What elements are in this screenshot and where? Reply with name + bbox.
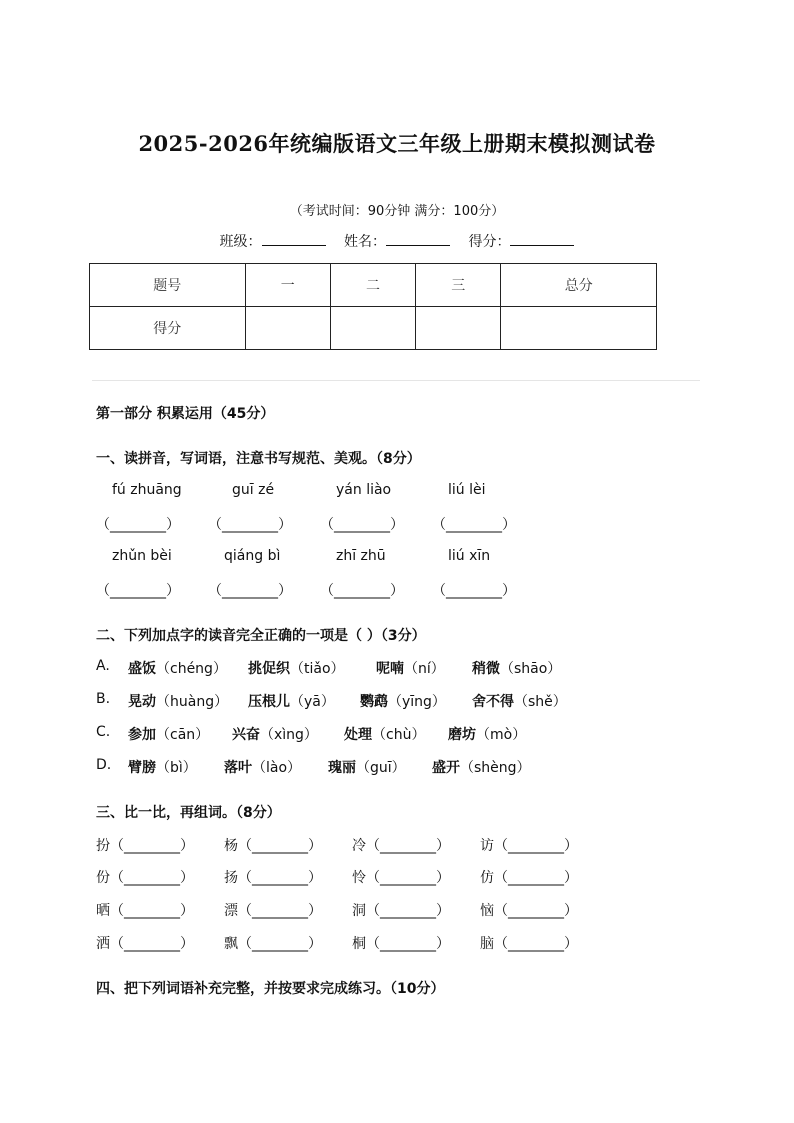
compare-char: 桐 bbox=[352, 936, 366, 952]
score-table-score-row bbox=[90, 307, 657, 350]
answer-blank[interactable]: （________） bbox=[494, 936, 578, 952]
option-word: 呢喃 bbox=[376, 661, 404, 677]
answer-blank[interactable]: （________） bbox=[494, 903, 578, 919]
compare-char: 份 bbox=[96, 870, 110, 886]
compare-char: 仿 bbox=[480, 870, 494, 886]
option-pinyin: （shě） bbox=[514, 694, 567, 710]
answer-blank[interactable]: （________） bbox=[366, 838, 450, 854]
option-letter: C. bbox=[96, 724, 111, 740]
option-pinyin: （cān） bbox=[156, 727, 210, 743]
score-cell[interactable] bbox=[245, 307, 330, 350]
score-table-header-row bbox=[90, 264, 657, 307]
score-cell[interactable] bbox=[330, 307, 415, 350]
answer-blank[interactable]: （________） bbox=[96, 517, 180, 533]
option-pinyin: （lào） bbox=[252, 760, 302, 776]
q3-title: 三、比一比，再组词。（8分） bbox=[96, 805, 281, 821]
pinyin-item: liú xīn bbox=[448, 548, 491, 564]
q1-title: 一、读拼音，写词语，注意书写规范、美观。（8分） bbox=[96, 451, 421, 467]
answer-blank[interactable]: （________） bbox=[238, 838, 322, 854]
answer-blank[interactable]: （________） bbox=[432, 583, 516, 599]
compare-char: 怜 bbox=[352, 870, 366, 886]
class-blank[interactable] bbox=[262, 233, 326, 246]
answer-blank[interactable]: （________） bbox=[366, 870, 450, 886]
option-word: 盛饭 bbox=[128, 661, 156, 677]
score-table-header: 三 bbox=[416, 264, 501, 307]
answer-blank[interactable]: （________） bbox=[110, 870, 194, 886]
score-table-header: 总分 bbox=[501, 264, 657, 307]
option-pinyin: （huàng） bbox=[156, 694, 229, 710]
answer-blank[interactable]: （________） bbox=[238, 936, 322, 952]
score-label: 得分： bbox=[468, 234, 511, 250]
score-table bbox=[89, 263, 657, 350]
option-word: 晃动 bbox=[128, 694, 156, 710]
option-word: 挑促织 bbox=[248, 661, 290, 677]
answer-blank[interactable]: （________） bbox=[96, 583, 180, 599]
answer-blank[interactable]: （________） bbox=[110, 936, 194, 952]
answer-blank[interactable]: （________） bbox=[320, 517, 404, 533]
option-word: 鹦鹉 bbox=[360, 694, 388, 710]
option-pinyin: （ní） bbox=[404, 661, 445, 677]
option-word: 处理 bbox=[344, 727, 372, 743]
option-word: 压根儿 bbox=[248, 694, 290, 710]
answer-blank[interactable]: （________） bbox=[366, 903, 450, 919]
score-table-header: 题号 bbox=[90, 264, 246, 307]
option-word: 臂膀 bbox=[128, 760, 156, 776]
answer-blank[interactable]: （________） bbox=[494, 838, 578, 854]
answer-blank[interactable]: （________） bbox=[208, 583, 292, 599]
answer-blank[interactable]: （________） bbox=[110, 903, 194, 919]
option-letter: D. bbox=[96, 757, 112, 773]
option-word: 落叶 bbox=[224, 760, 252, 776]
option-word: 瑰丽 bbox=[328, 760, 356, 776]
option-word: 盛开 bbox=[432, 760, 460, 776]
class-label: 班级： bbox=[219, 234, 262, 250]
option-pinyin: （guī） bbox=[356, 760, 406, 776]
name-blank[interactable] bbox=[386, 233, 450, 246]
score-cell[interactable] bbox=[501, 307, 657, 350]
answer-blank[interactable]: （________） bbox=[366, 936, 450, 952]
compare-char: 访 bbox=[480, 838, 494, 854]
option-letter: A. bbox=[96, 658, 110, 674]
option-pinyin: （bì） bbox=[156, 760, 197, 776]
pinyin-item: zhī zhū bbox=[336, 548, 386, 564]
option-word: 参加 bbox=[128, 727, 156, 743]
answer-blank[interactable]: （________） bbox=[110, 838, 194, 854]
compare-char: 冷 bbox=[352, 838, 366, 854]
option-pinyin: （shèng） bbox=[460, 760, 531, 776]
q2-title: 二、下列加点字的读音完全正确的一项是（ ）（3分） bbox=[96, 628, 426, 644]
compare-char: 洞 bbox=[352, 903, 366, 919]
pinyin-item: zhǔn bèi bbox=[112, 548, 172, 564]
option-pinyin: （xìng） bbox=[260, 727, 318, 743]
option-word: 舍不得 bbox=[472, 694, 514, 710]
option-word: 磨坊 bbox=[448, 727, 476, 743]
compare-char: 漂 bbox=[224, 903, 238, 919]
option-pinyin: （tiǎo） bbox=[290, 661, 345, 677]
option-pinyin: （shāo） bbox=[500, 661, 562, 677]
answer-blank[interactable]: （________） bbox=[238, 903, 322, 919]
score-blank[interactable] bbox=[510, 233, 574, 246]
compare-char: 扬 bbox=[224, 870, 238, 886]
option-word: 稍微 bbox=[472, 661, 500, 677]
answer-blank[interactable]: （________） bbox=[238, 870, 322, 886]
pinyin-item: liú lèi bbox=[448, 482, 486, 498]
section-divider bbox=[92, 380, 700, 381]
part1-heading: 第一部分 积累运用（45分） bbox=[96, 406, 275, 422]
exam-title: 2025-2026年统编版语文三年级上册期末模拟测试卷 bbox=[138, 131, 656, 156]
exam-info: （考试时间：90分钟 满分：100分） bbox=[289, 204, 505, 219]
answer-blank[interactable]: （________） bbox=[320, 583, 404, 599]
compare-char: 洒 bbox=[96, 936, 110, 952]
option-pinyin: （chù） bbox=[372, 727, 426, 743]
option-letter: B. bbox=[96, 691, 111, 707]
answer-blank[interactable]: （________） bbox=[432, 517, 516, 533]
name-label: 姓名： bbox=[344, 234, 386, 250]
compare-char: 晒 bbox=[96, 903, 110, 919]
option-word: 兴奋 bbox=[232, 727, 260, 743]
student-info-line bbox=[0, 231, 794, 251]
score-cell[interactable] bbox=[416, 307, 501, 350]
score-table-header: 二 bbox=[330, 264, 415, 307]
option-pinyin: （yīng） bbox=[388, 694, 446, 710]
option-pinyin: （mò） bbox=[476, 727, 527, 743]
answer-blank[interactable]: （________） bbox=[208, 517, 292, 533]
compare-char: 飘 bbox=[224, 936, 238, 952]
option-pinyin: （yā） bbox=[290, 694, 335, 710]
q4-title: 四、把下列词语补充完整，并按要求完成练习。（10分） bbox=[96, 981, 445, 997]
pinyin-item: guī zé bbox=[232, 482, 275, 498]
score-row-label: 得分 bbox=[90, 307, 246, 350]
score-table-header: 一 bbox=[245, 264, 330, 307]
compare-char: 扮 bbox=[96, 838, 110, 854]
pinyin-item: fú zhuāng bbox=[112, 482, 182, 498]
pinyin-item: qiáng bì bbox=[224, 548, 281, 564]
compare-char: 杨 bbox=[224, 838, 238, 854]
option-pinyin: （chéng） bbox=[156, 661, 227, 677]
compare-char: 脑 bbox=[480, 936, 494, 952]
compare-char: 恼 bbox=[480, 903, 494, 919]
pinyin-item: yán liào bbox=[336, 482, 392, 498]
answer-blank[interactable]: （________） bbox=[494, 870, 578, 886]
